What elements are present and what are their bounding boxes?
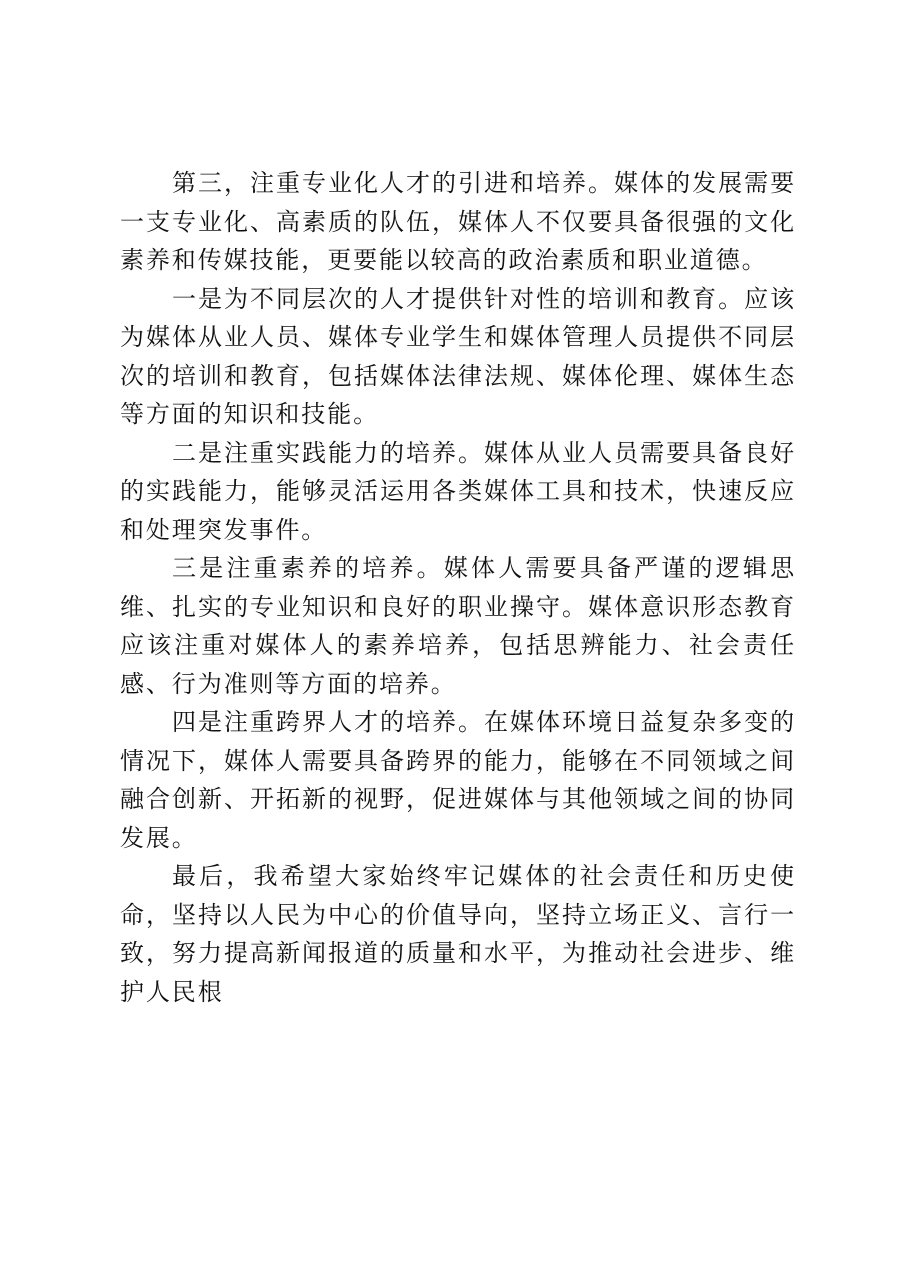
paragraph-conclusion: 最后，我希望大家始终牢记媒体的社会责任和历史使命，坚持以人民为中心的价值导向，坚持立场正义、言行一致，努力提高新闻报道的质量和水平，为推动社会进步、维护人民根 [120,862,796,1006]
paragraph-talent-introduction: 第三，注重专业化人才的引进和培养。媒体的发展需要一支专业化、高素质的队伍，媒体人不仅要具备很强的文化素养和传媒技能，更要能以较高的政治素质和职业道德。 [120,169,796,274]
document-body [120,164,796,1011]
paragraph-practical-ability: 二是注重实践能力的培养。媒体从业人员需要具备良好的实践能力，能够灵活运用各类媒体工具和技术，快速反应和处理突发事件。 [120,438,796,544]
paragraph-training-education: 一是为不同层次的人才提供针对性的培训和教育。应该为媒体从业人员、媒体专业学生和媒体管理人员提供不同层次的培训和教育，包括媒体法律法规、媒体伦理、媒体生态等方面的知识和技能。 [120,284,796,428]
paragraph-cross-border-talent: 四是注重跨界人才的培养。在媒体环境日益复杂多变的情况下，媒体人需要具备跨界的能力，能够在不同领域之间融合创新、开拓新的视野，促进媒体与其他领域之间的协同发展。 [120,708,796,852]
paragraph-literacy-cultivation: 三是注重素养的培养。媒体人需要具备严谨的逻辑思维、扎实的专业知识和良好的职业操守。媒体意识形态教育应该注重对媒体人的素养培养，包括思辨能力、社会责任感、行为准则等方面的培养。 [120,554,796,698]
